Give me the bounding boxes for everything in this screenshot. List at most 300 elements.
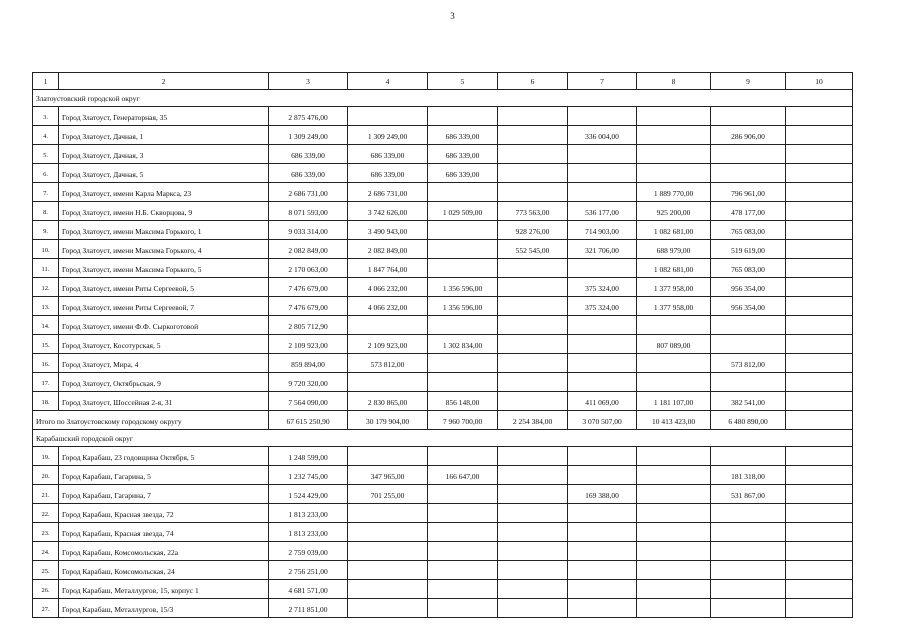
amount-cell [498, 392, 568, 411]
amount-cell [498, 542, 568, 561]
amount-cell [568, 466, 637, 485]
amount-cell: 796 961,00 [711, 183, 786, 202]
row-number: 16. [33, 354, 59, 373]
row-number: 10. [33, 240, 59, 259]
amount-cell [498, 580, 568, 599]
address-cell: Город Карабаш, 23 годовщина Октября, 5 [59, 447, 269, 466]
section-title: Карабашский городской округ [33, 430, 853, 447]
amount-cell [568, 599, 637, 618]
amount-cell: 1 813 233,00 [269, 523, 348, 542]
column-header: 6 [498, 73, 568, 90]
amount-cell [568, 504, 637, 523]
column-header: 10 [786, 73, 853, 90]
amount-cell [786, 297, 853, 316]
amount-cell [348, 580, 428, 599]
row-number: 11. [33, 259, 59, 278]
row-number: 8. [33, 202, 59, 221]
amount-cell: 2 109 923,00 [348, 335, 428, 354]
amount-cell: 552 545,00 [498, 240, 568, 259]
amount-cell [348, 316, 428, 335]
table-row [33, 523, 853, 542]
amount-cell: 4 066 232,00 [348, 278, 428, 297]
amount-cell: 928 276,00 [498, 221, 568, 240]
amount-cell [786, 202, 853, 221]
amount-cell [637, 373, 711, 392]
amount-cell: 7 476 679,00 [269, 297, 348, 316]
row-number: 6. [33, 164, 59, 183]
amount-cell [637, 599, 711, 618]
amount-cell [786, 447, 853, 466]
column-header: 2 [59, 73, 269, 90]
amount-cell [786, 335, 853, 354]
row-number: 15. [33, 335, 59, 354]
row-number: 24. [33, 542, 59, 561]
amount-cell [568, 107, 637, 126]
amount-cell: 9 720 320,00 [269, 373, 348, 392]
table-body [33, 73, 853, 618]
amount-cell [637, 466, 711, 485]
amount-cell [711, 523, 786, 542]
address-cell: Город Златоуст, имени Максима Горького, 4 [59, 240, 269, 259]
amount-cell [786, 240, 853, 259]
amount-cell [786, 221, 853, 240]
column-header: 5 [428, 73, 498, 90]
total-label: Итого по Златоустовскому городскому округу [33, 411, 269, 430]
amount-cell [428, 240, 498, 259]
amount-cell [428, 316, 498, 335]
amount-cell [711, 145, 786, 164]
total-amount-cell: 30 179 904,00 [348, 411, 428, 430]
row-number: 21. [33, 485, 59, 504]
address-cell: Город Карабаш, Комсомольская, 22а [59, 542, 269, 561]
amount-cell: 169 388,00 [568, 485, 637, 504]
amount-cell: 956 354,00 [711, 278, 786, 297]
row-number: 12. [33, 278, 59, 297]
amount-cell [637, 354, 711, 373]
amount-cell: 7 564 090,00 [269, 392, 348, 411]
address-cell: Город Златоуст, Шоссейная 2-я, 31 [59, 392, 269, 411]
amount-cell: 956 354,00 [711, 297, 786, 316]
amount-cell [348, 447, 428, 466]
amount-cell [498, 278, 568, 297]
address-cell: Город Златоуст, имени Н.Б. Скворцова, 9 [59, 202, 269, 221]
row-number: 3. [33, 107, 59, 126]
amount-cell [498, 164, 568, 183]
amount-cell [786, 164, 853, 183]
amount-cell [568, 373, 637, 392]
table-row [33, 183, 853, 202]
row-number: 5. [33, 145, 59, 164]
row-number: 20. [33, 466, 59, 485]
amount-cell [786, 542, 853, 561]
amount-cell [428, 523, 498, 542]
amount-cell [786, 466, 853, 485]
total-amount-cell: 2 254 384,00 [498, 411, 568, 430]
row-number: 25. [33, 561, 59, 580]
total-amount-cell: 67 615 250,90 [269, 411, 348, 430]
amount-cell [348, 561, 428, 580]
amount-cell [568, 145, 637, 164]
amount-cell: 2 756 251,00 [269, 561, 348, 580]
amount-cell: 2 082 849,00 [269, 240, 348, 259]
amount-cell [786, 183, 853, 202]
amount-cell [568, 354, 637, 373]
amount-cell [711, 447, 786, 466]
amount-cell [786, 145, 853, 164]
table-row [33, 580, 853, 599]
amount-cell [711, 504, 786, 523]
amount-cell [498, 599, 568, 618]
amount-cell [568, 183, 637, 202]
amount-cell [498, 447, 568, 466]
amount-cell [428, 221, 498, 240]
table-row [33, 354, 853, 373]
amount-cell: 1 248 599,00 [269, 447, 348, 466]
amount-cell [568, 523, 637, 542]
amount-cell [637, 504, 711, 523]
row-number: 19. [33, 447, 59, 466]
amount-cell [428, 447, 498, 466]
column-header: 9 [711, 73, 786, 90]
amount-cell [428, 504, 498, 523]
header-row [33, 73, 853, 90]
amount-cell: 1 302 834,00 [428, 335, 498, 354]
amount-cell [428, 542, 498, 561]
address-cell: Город Златоуст, Мира, 4 [59, 354, 269, 373]
amount-cell: 1 232 745,00 [269, 466, 348, 485]
amount-cell: 2 686 731,00 [348, 183, 428, 202]
amount-cell [637, 580, 711, 599]
address-cell: Город Златоуст, имени Карла Маркса, 23 [59, 183, 269, 202]
amount-cell [348, 523, 428, 542]
amount-cell: 411 069,00 [568, 392, 637, 411]
amount-cell: 807 089,00 [637, 335, 711, 354]
amount-cell [786, 485, 853, 504]
amount-cell [428, 485, 498, 504]
row-number: 23. [33, 523, 59, 542]
amount-cell: 1 082 681,00 [637, 259, 711, 278]
amount-cell [786, 126, 853, 145]
amount-cell [498, 316, 568, 335]
row-number: 17. [33, 373, 59, 392]
amount-cell [568, 542, 637, 561]
row-number: 18. [33, 392, 59, 411]
amount-cell [637, 316, 711, 335]
amount-cell: 286 906,00 [711, 126, 786, 145]
amount-cell: 321 706,00 [568, 240, 637, 259]
amount-cell: 686 339,00 [269, 164, 348, 183]
amount-cell: 2 875 476,00 [269, 107, 348, 126]
amount-cell [348, 599, 428, 618]
amount-cell: 573 812,00 [711, 354, 786, 373]
amount-cell: 714 903,00 [568, 221, 637, 240]
table-row [33, 373, 853, 392]
amount-cell: 1 082 681,00 [637, 221, 711, 240]
table-row [33, 240, 853, 259]
amount-cell: 686 339,00 [348, 164, 428, 183]
amount-cell [428, 107, 498, 126]
amount-cell: 773 563,00 [498, 202, 568, 221]
amount-cell [637, 126, 711, 145]
amount-cell: 375 324,00 [568, 297, 637, 316]
amount-cell: 2 170 063,00 [269, 259, 348, 278]
amount-cell [711, 164, 786, 183]
table-row [33, 259, 853, 278]
table-row [33, 297, 853, 316]
address-cell: Город Златоуст, имени Риты Сергеевой, 5 [59, 278, 269, 297]
amount-cell: 7 476 679,00 [269, 278, 348, 297]
amount-cell [568, 164, 637, 183]
row-number: 13. [33, 297, 59, 316]
address-cell: Город Карабаш, Комсомольская, 24 [59, 561, 269, 580]
amount-cell: 1 377 958,00 [637, 297, 711, 316]
address-cell: Город Златоуст, Дачная, 1 [59, 126, 269, 145]
amount-cell: 9 033 314,00 [269, 221, 348, 240]
total-amount-cell: 10 413 423,00 [637, 411, 711, 430]
amount-cell: 573 812,00 [348, 354, 428, 373]
amount-cell: 686 339,00 [428, 145, 498, 164]
amount-cell: 1 309 249,00 [348, 126, 428, 145]
amount-cell: 347 965,00 [348, 466, 428, 485]
section-header-row [33, 430, 853, 447]
address-cell: Город Карабаш, Красная звезда, 74 [59, 523, 269, 542]
amount-cell [786, 316, 853, 335]
address-cell: Город Златоуст, Октябрьская, 9 [59, 373, 269, 392]
amount-cell [637, 542, 711, 561]
amount-cell [568, 447, 637, 466]
row-number: 9. [33, 221, 59, 240]
amount-cell [568, 316, 637, 335]
table-row [33, 504, 853, 523]
amount-cell [498, 466, 568, 485]
amount-cell [786, 580, 853, 599]
table-row [33, 542, 853, 561]
amount-cell: 2 830 865,00 [348, 392, 428, 411]
amount-cell: 688 979,00 [637, 240, 711, 259]
amount-cell: 701 255,00 [348, 485, 428, 504]
total-amount-cell: 6 480 890,00 [711, 411, 786, 430]
amount-cell [428, 354, 498, 373]
amount-cell [711, 542, 786, 561]
address-cell: Город Златоуст, Генераторная, 35 [59, 107, 269, 126]
amount-cell [498, 373, 568, 392]
section-title: Златоустовский городской округ [33, 90, 853, 107]
amount-cell [348, 373, 428, 392]
amount-cell: 536 177,00 [568, 202, 637, 221]
amount-cell: 686 339,00 [348, 145, 428, 164]
amount-cell: 925 200,00 [637, 202, 711, 221]
amount-cell [637, 523, 711, 542]
table-row [33, 202, 853, 221]
row-number: 22. [33, 504, 59, 523]
table-row [33, 466, 853, 485]
amount-cell [711, 107, 786, 126]
amount-cell [637, 107, 711, 126]
amount-cell: 1 889 770,00 [637, 183, 711, 202]
amount-cell [568, 580, 637, 599]
total-row [33, 411, 853, 430]
address-cell: Город Карабаш, Гагарина, 7 [59, 485, 269, 504]
amount-cell: 4 681 571,00 [269, 580, 348, 599]
table-row [33, 221, 853, 240]
amount-cell [786, 599, 853, 618]
address-cell: Город Карабаш, Металлургов, 15/3 [59, 599, 269, 618]
table-row [33, 561, 853, 580]
row-number: 14. [33, 316, 59, 335]
amount-cell: 686 339,00 [269, 145, 348, 164]
page-number: 3 [450, 11, 455, 21]
amount-cell: 2 805 712,90 [269, 316, 348, 335]
amount-cell [498, 354, 568, 373]
amount-cell [786, 392, 853, 411]
table-row [33, 164, 853, 183]
amount-cell [498, 485, 568, 504]
amount-cell: 1 029 509,00 [428, 202, 498, 221]
amount-cell: 4 066 232,00 [348, 297, 428, 316]
amount-cell: 686 339,00 [428, 164, 498, 183]
amount-cell [711, 316, 786, 335]
amount-cell [498, 561, 568, 580]
amount-cell [498, 504, 568, 523]
column-header: 4 [348, 73, 428, 90]
table-row [33, 599, 853, 618]
amount-cell [428, 580, 498, 599]
amount-cell [498, 297, 568, 316]
amount-cell [711, 373, 786, 392]
section-header-row [33, 90, 853, 107]
amount-cell: 2 759 039,00 [269, 542, 348, 561]
amount-cell [568, 335, 637, 354]
amount-cell: 181 318,00 [711, 466, 786, 485]
amount-cell [711, 599, 786, 618]
amount-cell [498, 523, 568, 542]
amount-cell: 1 181 107,00 [637, 392, 711, 411]
table-row [33, 447, 853, 466]
amount-cell: 856 148,00 [428, 392, 498, 411]
amount-cell [428, 183, 498, 202]
amount-cell [348, 542, 428, 561]
amount-cell [786, 373, 853, 392]
budget-table [32, 72, 853, 618]
amount-cell: 1 847 764,00 [348, 259, 428, 278]
amount-cell [568, 259, 637, 278]
amount-cell [637, 164, 711, 183]
amount-cell [786, 523, 853, 542]
amount-cell [786, 354, 853, 373]
amount-cell [786, 107, 853, 126]
table-row [33, 107, 853, 126]
amount-cell: 859 894,00 [269, 354, 348, 373]
amount-cell [498, 183, 568, 202]
row-number: 4. [33, 126, 59, 145]
amount-cell [637, 561, 711, 580]
total-amount-cell [786, 411, 853, 430]
column-header: 3 [269, 73, 348, 90]
table-row [33, 485, 853, 504]
amount-cell [568, 561, 637, 580]
amount-cell [637, 447, 711, 466]
amount-cell [786, 561, 853, 580]
amount-cell: 166 647,00 [428, 466, 498, 485]
amount-cell: 375 324,00 [568, 278, 637, 297]
address-cell: Город Златоуст, Косотурская, 5 [59, 335, 269, 354]
amount-cell [786, 259, 853, 278]
address-cell: Город Златоуст, имени Риты Сергеевой, 7 [59, 297, 269, 316]
amount-cell: 336 004,00 [568, 126, 637, 145]
amount-cell [786, 278, 853, 297]
amount-cell [498, 126, 568, 145]
total-amount-cell: 3 070 507,00 [568, 411, 637, 430]
address-cell: Город Златоуст, имени Максима Горького, 5 [59, 259, 269, 278]
amount-cell: 2 686 731,00 [269, 183, 348, 202]
total-amount-cell: 7 960 700,00 [428, 411, 498, 430]
amount-cell [428, 259, 498, 278]
amount-cell [428, 373, 498, 392]
amount-cell: 2 711 851,00 [269, 599, 348, 618]
table-row [33, 126, 853, 145]
amount-cell: 1 377 958,00 [637, 278, 711, 297]
address-cell: Город Златоуст, Дачная, 3 [59, 145, 269, 164]
amount-cell [428, 561, 498, 580]
table-row [33, 335, 853, 354]
amount-cell [428, 599, 498, 618]
amount-cell: 2 082 849,00 [348, 240, 428, 259]
column-header: 8 [637, 73, 711, 90]
amount-cell [348, 107, 428, 126]
amount-cell: 1 356 596,00 [428, 278, 498, 297]
amount-cell: 2 109 923,00 [269, 335, 348, 354]
amount-cell: 478 177,00 [711, 202, 786, 221]
amount-cell: 1 356 596,00 [428, 297, 498, 316]
amount-cell [786, 504, 853, 523]
table-row [33, 392, 853, 411]
amount-cell: 531 867,00 [711, 485, 786, 504]
amount-cell: 765 083,00 [711, 221, 786, 240]
amount-cell: 3 490 943,00 [348, 221, 428, 240]
amount-cell: 686 339,00 [428, 126, 498, 145]
row-number: 7. [33, 183, 59, 202]
amount-cell [348, 504, 428, 523]
address-cell: Город Златоуст, имени Максима Горького, 1 [59, 221, 269, 240]
amount-cell: 382 541,00 [711, 392, 786, 411]
amount-cell: 1 524 429,00 [269, 485, 348, 504]
amount-cell: 1 309 249,00 [269, 126, 348, 145]
amount-cell: 8 071 593,00 [269, 202, 348, 221]
amount-cell: 1 813 233,00 [269, 504, 348, 523]
address-cell: Город Карабаш, Красная звезда, 72 [59, 504, 269, 523]
address-cell: Город Карабаш, Металлургов, 15, корпус 1 [59, 580, 269, 599]
address-cell: Город Златоуст, имени Ф.Ф. Сыркоготовой [59, 316, 269, 335]
amount-cell [711, 561, 786, 580]
amount-cell [711, 580, 786, 599]
row-number: 27. [33, 599, 59, 618]
amount-cell [498, 107, 568, 126]
amount-cell: 519 619,00 [711, 240, 786, 259]
amount-cell [498, 145, 568, 164]
amount-cell: 765 083,00 [711, 259, 786, 278]
amount-cell [711, 335, 786, 354]
amount-cell [637, 485, 711, 504]
amount-cell: 3 742 626,00 [348, 202, 428, 221]
amount-cell [498, 259, 568, 278]
table-row [33, 145, 853, 164]
amount-cell [637, 145, 711, 164]
table-row [33, 278, 853, 297]
address-cell: Город Карабаш, Гагарина, 5 [59, 466, 269, 485]
column-header: 7 [568, 73, 637, 90]
column-header: 1 [33, 73, 59, 90]
row-number: 26. [33, 580, 59, 599]
